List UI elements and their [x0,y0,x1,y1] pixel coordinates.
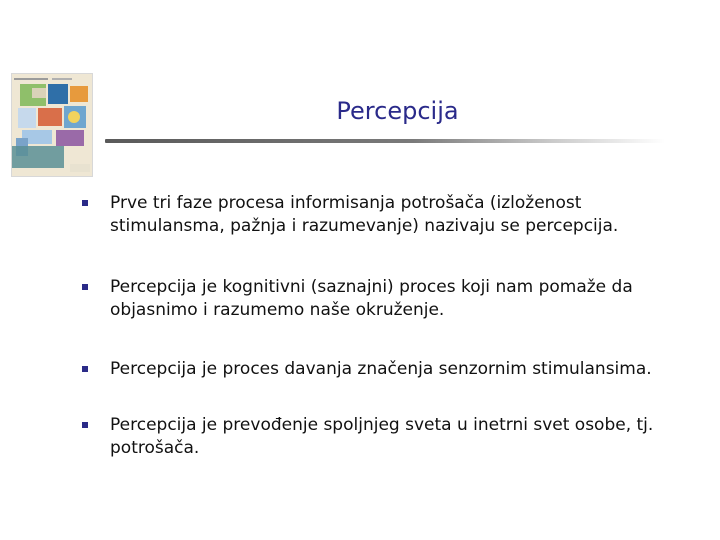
square-bullet-icon [82,366,88,372]
book-cover-image [11,73,93,177]
bullet-text: Prve tri faze procesa informisanja potrošača (izloženost stimulansma, pažnja i razumevanje) nazivaju se percepcija. [110,193,619,236]
square-bullet-icon [82,200,88,206]
bullet-text: Percepcija je kognitivni (saznajni) proces koji nam pomaže da objasnimo i razumemo naše okruženje. [110,277,633,320]
book-cover-illustration [12,74,92,176]
bullet-text: Percepcija je prevođenje spoljnjeg sveta u inetrni svet osobe, tj. potrošača. [110,415,654,458]
square-bullet-icon [82,422,88,428]
bullet-text: Percepcija je proces davanja značenja senzornim stimulansima. [110,359,652,379]
square-bullet-icon [82,284,88,290]
title-divider [105,139,665,143]
slide-title: Percepcija [336,97,459,125]
